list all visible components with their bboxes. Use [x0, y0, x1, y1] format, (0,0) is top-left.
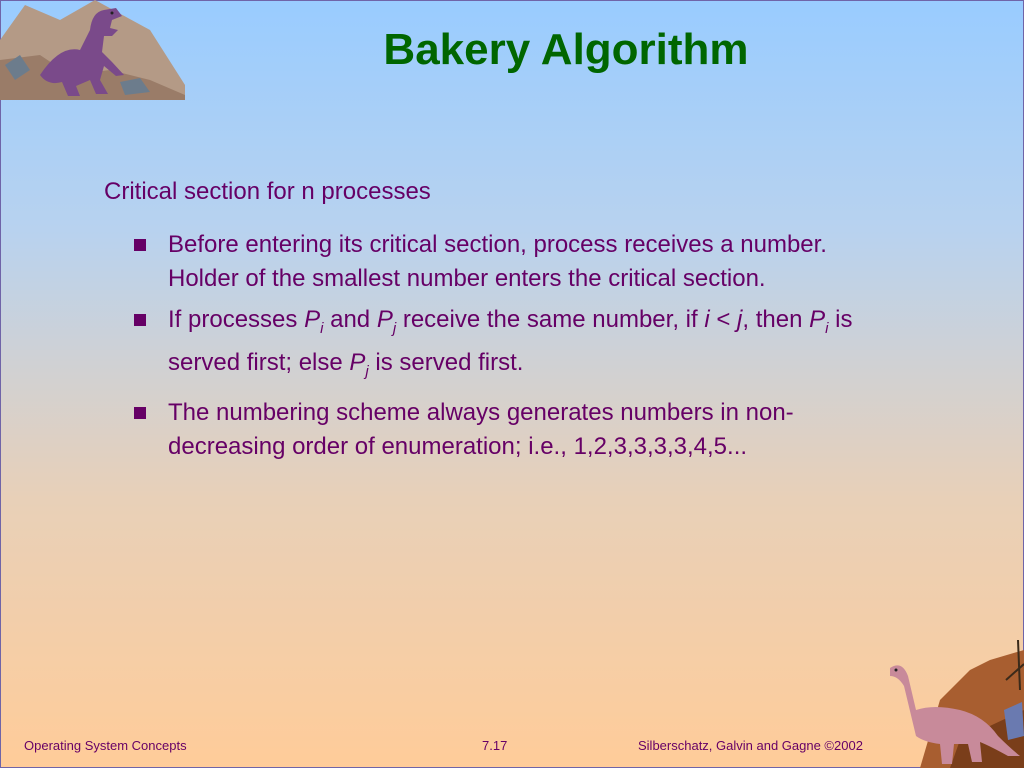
section-heading: Critical section for n processes [104, 178, 431, 205]
bullet-item [132, 303, 892, 389]
brontosaurus-dinosaur-icon [880, 640, 1024, 768]
bullet-text: i [704, 306, 710, 333]
bullet-text: P [376, 306, 393, 333]
bullet-square-icon [134, 239, 146, 251]
footer-page-number: 7.17 [482, 738, 508, 753]
bullet-item [132, 228, 892, 296]
bullet-text: Before entering its critical section, process receives a number. Holder of the smallest number enters the critical section. [168, 231, 827, 292]
bullet-text: is served first. [368, 348, 524, 376]
bullet-square-icon [134, 407, 146, 419]
bullet-item [132, 396, 892, 464]
bullet-text: j [365, 362, 369, 380]
slide-title: Bakery Algorithm [383, 25, 749, 74]
bullet-text: j [737, 306, 743, 333]
bullet-text: i [320, 319, 324, 337]
bullet-text: , then [742, 306, 810, 333]
bullet-text: is served first; else [168, 306, 853, 376]
bullet-text: If processes [168, 306, 305, 333]
bullet-text: P [349, 348, 366, 376]
bullet-text: i [825, 319, 829, 337]
bullet-text: < [709, 306, 738, 333]
bullet-text: P [809, 306, 826, 333]
bullet-square-icon [134, 314, 146, 326]
bullet-text: and [323, 306, 377, 333]
footer-copyright: Silberschatz, Galvin and Gagne ©2002 [638, 738, 863, 753]
footer-course: Operating System Concepts [24, 738, 187, 753]
bullet-text: The numbering scheme always generates numbers in non-decreasing order of enumeration; i.e., 1,2,3,3,3,3,4,5... [168, 398, 794, 460]
bullet-list [132, 228, 892, 471]
bullet-text: receive the same number, if [396, 306, 705, 333]
bullet-text: j [392, 319, 397, 337]
bullet-text: P [304, 306, 321, 333]
